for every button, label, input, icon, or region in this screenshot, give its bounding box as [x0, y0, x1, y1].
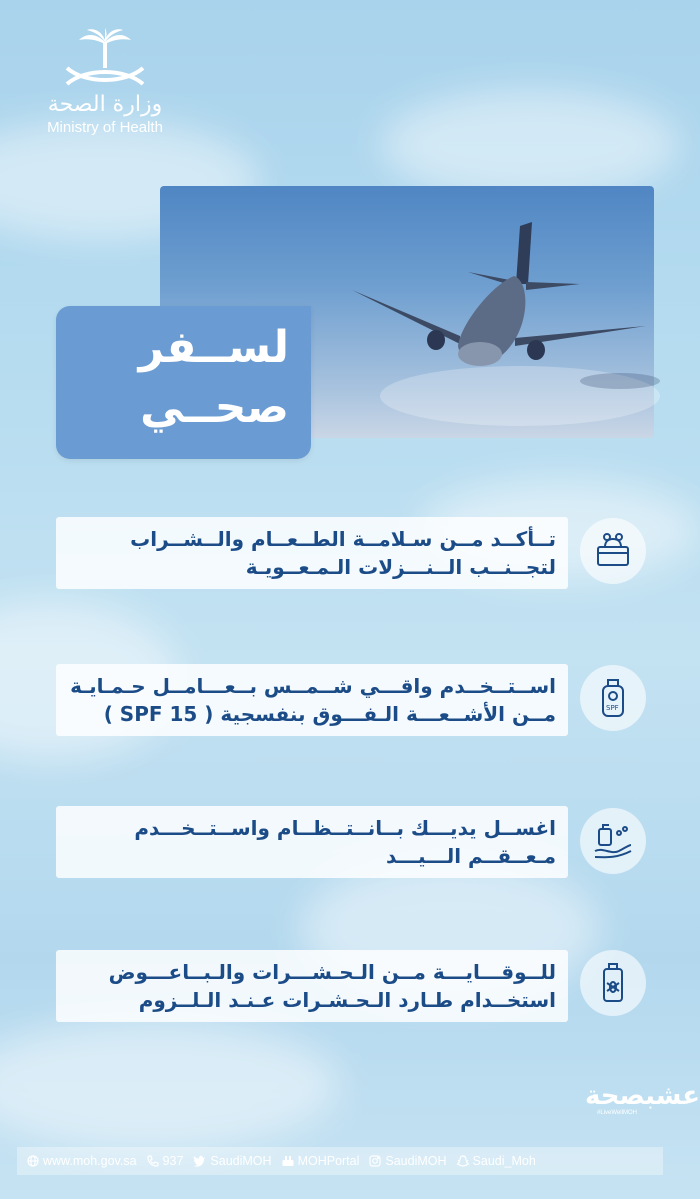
youtube-icon	[282, 1155, 294, 1167]
snapchat-icon	[457, 1155, 469, 1167]
footer-phone[interactable]	[147, 1154, 184, 1168]
sunscreen-spf-icon	[593, 678, 633, 718]
footer-twitter[interactable]	[193, 1154, 271, 1168]
title-line-1: لســفر	[138, 322, 289, 373]
cloud	[0, 1020, 340, 1150]
tip-line-2: استخــدام طـارد الـحـشـرات عـنـد الـلــزوم	[138, 988, 556, 1012]
globe-icon	[27, 1155, 39, 1167]
tip-line-2: مــن الأشــعـــة الـفـــوق بنفسجية ( SPF 15 )	[103, 702, 556, 726]
footer-contact-bar	[17, 1147, 663, 1175]
phone-icon	[147, 1155, 159, 1167]
footer-snapchat-label: Saudi_Moh	[472, 1154, 536, 1168]
palm-swords-emblem-icon	[55, 28, 155, 90]
tip-icon-circle	[580, 950, 646, 1016]
tip-icon-circle	[580, 518, 646, 584]
tip-icon-circle	[580, 665, 646, 731]
brand-arabic: عشبصحة	[585, 1081, 700, 1111]
footer-youtube-label: MOHPortal	[297, 1154, 360, 1168]
tip-hand-washing	[56, 806, 568, 878]
tip-insect-repellent	[56, 950, 568, 1022]
cloud	[380, 90, 680, 200]
insect-repellent-icon	[593, 963, 633, 1003]
title-box	[56, 306, 311, 459]
tip-sunscreen	[56, 664, 568, 736]
footer-website[interactable]	[27, 1154, 137, 1168]
logo-english-name: Ministry of Health	[47, 119, 163, 136]
footer-phone-label: 937	[162, 1154, 184, 1168]
title-line-2: صحــي	[140, 382, 289, 433]
instagram-icon	[369, 1155, 381, 1167]
tip-line-1: اغســل يديـــك بــانــتــظــام واســتــخـــدم	[134, 816, 556, 840]
tip-icon-circle	[580, 808, 646, 874]
food-basket-icon	[593, 531, 633, 571]
twitter-icon	[193, 1155, 206, 1167]
tip-line-2: مـعــقــم الـــيـــد	[386, 844, 556, 868]
footer-snapchat[interactable]	[457, 1154, 536, 1168]
tip-line-1: تــأكــد مــن سـلامــة الطــعــام والــشــراب	[130, 527, 556, 551]
live-well-logo	[585, 1081, 700, 1116]
brand-hashtag: #LiveWellMOH	[597, 1110, 637, 1116]
moh-logo	[30, 28, 180, 136]
logo-arabic-name: وزارة الصحة	[47, 92, 163, 117]
footer-instagram[interactable]	[369, 1154, 446, 1168]
tip-line-2: لتجــنــب الــنـــزلات الـمـعــويـة	[245, 555, 556, 579]
footer-youtube[interactable]	[282, 1154, 360, 1168]
svg-text:SPF: SPF	[606, 704, 619, 712]
footer-twitter-label: SaudiMOH	[210, 1154, 272, 1168]
tip-line-1: اســتــخــدم واقـــي شــمــس بــعـــامــل حـمـايـة	[70, 674, 556, 698]
footer-instagram-label: SaudiMOH	[385, 1154, 447, 1168]
tip-line-1: للــوقـــايـــة مــن الـحـشـــرات والـبــاعـــوض	[108, 960, 556, 984]
hand-sanitizer-icon	[593, 821, 633, 861]
footer-website-label: www.moh.gov.sa	[43, 1154, 137, 1168]
tip-food-safety	[56, 517, 568, 589]
